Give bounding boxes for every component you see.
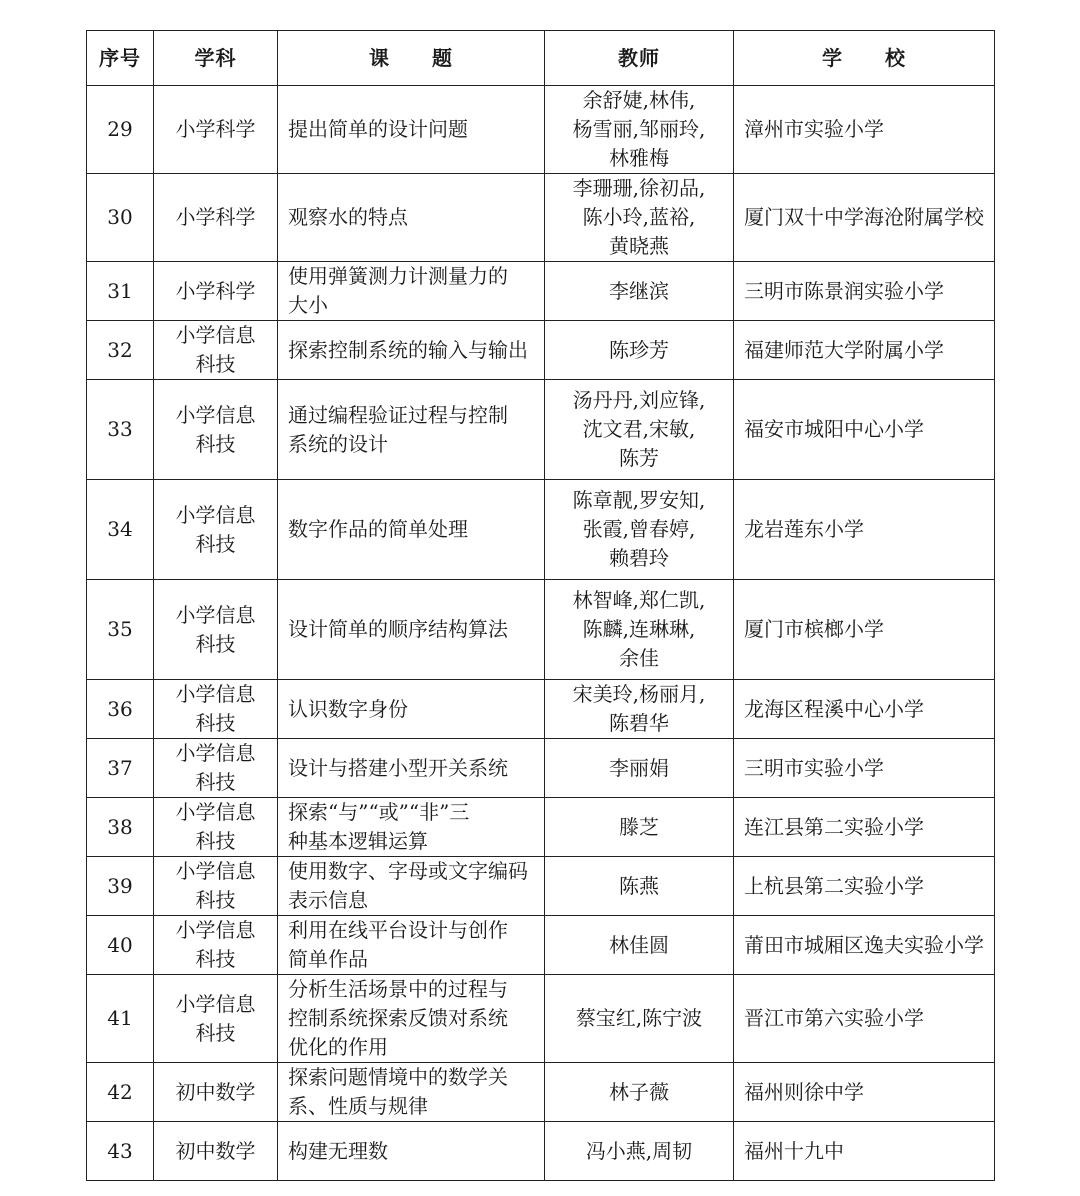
cell-topic	[278, 480, 545, 580]
cell-no: 41	[87, 975, 154, 1063]
cell-no: 30	[87, 174, 154, 262]
cell-teacher	[545, 174, 734, 262]
cell-teacher-line: 冯小燕,周韧	[585, 1138, 693, 1163]
cell-teacher-line: 陈小玲,蓝裕,	[582, 205, 696, 229]
cell-subject	[154, 321, 278, 380]
cell-topic	[278, 975, 545, 1063]
cell-subject-line: 科技	[195, 770, 236, 794]
cell-topic	[278, 174, 545, 262]
cell-subject	[154, 1122, 278, 1181]
cell-topic-line: 设计与搭建小型开关系统	[288, 755, 508, 780]
cell-subject	[154, 86, 278, 174]
cell-teacher-line: 余佳	[619, 646, 659, 670]
table-row	[87, 857, 995, 916]
cell-subject-line: 科技	[195, 531, 236, 556]
cell-topic-line: 系、性质与规律	[288, 1094, 428, 1118]
cell-teacher-line: 蔡宝红,陈宁波	[575, 1006, 703, 1030]
table-header-row	[87, 31, 995, 86]
table-row	[87, 380, 995, 480]
cell-subject	[154, 857, 278, 916]
cell-no: 29	[87, 86, 154, 174]
cell-teacher-line: 张霞,曾春婷,	[582, 517, 696, 541]
cell-topic	[278, 321, 545, 380]
cell-school: 连江县第二实验小学	[734, 798, 995, 857]
cell-school: 晋江市第六实验小学	[734, 975, 995, 1063]
cell-teacher	[545, 86, 734, 174]
cell-subject	[154, 1063, 278, 1122]
cell-subject-line: 初中数学	[175, 1079, 256, 1104]
cell-topic	[278, 798, 545, 857]
cell-teacher	[545, 975, 734, 1063]
cell-subject-line: 小学信息	[175, 502, 256, 527]
table-row	[87, 262, 995, 321]
cell-subject	[154, 680, 278, 739]
cell-topic	[278, 739, 545, 798]
cell-subject-line: 科技	[195, 947, 236, 971]
cell-subject	[154, 739, 278, 798]
cell-subject	[154, 262, 278, 321]
cell-no: 42	[87, 1063, 154, 1122]
cell-teacher-line: 陈芳	[619, 446, 659, 470]
cell-teacher	[545, 1122, 734, 1181]
cell-school: 三明市实验小学	[734, 739, 995, 798]
cell-no: 33	[87, 380, 154, 480]
cell-subject-line: 科技	[195, 888, 236, 912]
cell-subject-line: 科技	[195, 352, 236, 376]
cell-subject-line: 小学科学	[175, 278, 256, 303]
cell-subject	[154, 174, 278, 262]
cell-teacher	[545, 857, 734, 916]
cell-teacher	[545, 380, 734, 480]
cell-topic	[278, 262, 545, 321]
table-row	[87, 739, 995, 798]
cell-teacher	[545, 580, 734, 680]
table-row	[87, 321, 995, 380]
cell-teacher-line: 陈燕	[619, 873, 659, 898]
cell-topic-line: 利用在线平台设计与创作	[288, 918, 508, 942]
cell-no: 43	[87, 1122, 154, 1181]
cell-teacher-line: 黄晓燕	[609, 234, 669, 258]
cell-topic-line: 认识数字身份	[288, 696, 408, 721]
table-row	[87, 580, 995, 680]
cell-topic-line: 分析生活场景中的过程与	[288, 977, 508, 1001]
header-subject: 学科	[154, 31, 278, 86]
cell-subject-line: 科技	[195, 631, 236, 656]
cell-subject-line: 小学信息	[175, 800, 256, 824]
cell-topic-line: 提出简单的设计问题	[288, 117, 468, 141]
cell-subject-line: 小学科学	[175, 117, 256, 141]
cell-school: 福安市城阳中心小学	[734, 380, 995, 480]
cell-topic-line: 大小	[288, 293, 328, 317]
header-no: 序号	[87, 31, 154, 86]
cell-topic-line: 使用数字、字母或文字编码	[288, 859, 528, 883]
cell-school: 莆田市城厢区逸夫实验小学	[734, 916, 995, 975]
cell-teacher-line: 李丽娟	[609, 755, 669, 780]
cell-subject	[154, 480, 278, 580]
cell-teacher-line: 杨雪丽,邹丽玲,	[572, 117, 706, 141]
cell-topic-line: 使用弹簧测力计测量力的	[288, 264, 508, 288]
cell-teacher-line: 陈珍芳	[609, 337, 669, 362]
cell-subject-line: 科技	[195, 1020, 236, 1045]
cell-subject	[154, 916, 278, 975]
cell-topic-line: 构建无理数	[288, 1138, 388, 1163]
cell-topic-line: 通过编程验证过程与控制	[288, 402, 508, 427]
cell-teacher-line: 沈文君,宋敏,	[582, 417, 696, 441]
cell-teacher	[545, 321, 734, 380]
cell-subject	[154, 798, 278, 857]
cell-no: 31	[87, 262, 154, 321]
table-row	[87, 86, 995, 174]
cell-topic-line: 观察水的特点	[288, 205, 408, 229]
cell-teacher-line: 陈碧华	[609, 711, 669, 735]
cell-school: 龙岩莲东小学	[734, 480, 995, 580]
cell-no: 38	[87, 798, 154, 857]
cell-topic-line: 种基本逻辑运算	[288, 829, 428, 853]
cell-subject-line: 小学信息	[175, 682, 256, 706]
cell-topic	[278, 580, 545, 680]
cell-subject-line: 科技	[195, 711, 236, 735]
cell-school: 三明市陈景润实验小学	[734, 262, 995, 321]
cell-subject-line: 初中数学	[175, 1138, 256, 1163]
cell-no: 34	[87, 480, 154, 580]
cell-teacher-line: 李珊珊,徐初品,	[572, 176, 706, 200]
cell-subject	[154, 580, 278, 680]
cell-teacher-line: 林智峰,郑仁凯,	[572, 588, 706, 612]
award-list-table	[86, 30, 995, 1181]
cell-school: 福州十九中	[734, 1122, 995, 1181]
cell-topic	[278, 1122, 545, 1181]
cell-subject-line: 小学信息	[175, 323, 256, 347]
cell-topic-line: 探索“与”“或”“非”三	[288, 800, 470, 824]
cell-teacher	[545, 262, 734, 321]
cell-teacher-line: 林子薇	[609, 1079, 669, 1104]
cell-teacher-line: 陈麟,连琳琳,	[582, 617, 696, 641]
table-row	[87, 798, 995, 857]
cell-topic-line: 探索问题情境中的数学关	[288, 1065, 508, 1089]
cell-subject	[154, 380, 278, 480]
cell-teacher	[545, 916, 734, 975]
table-body	[87, 86, 995, 1181]
cell-topic-line: 探索控制系统的输入与输出	[288, 337, 528, 362]
cell-subject-line: 小学信息	[175, 918, 256, 942]
cell-topic	[278, 380, 545, 480]
cell-teacher-line: 林雅梅	[609, 146, 669, 170]
cell-teacher-line: 滕芝	[619, 814, 659, 839]
cell-topic-line: 数字作品的简单处理	[288, 517, 468, 541]
cell-teacher-line: 宋美玲,杨丽月,	[572, 682, 706, 706]
cell-subject-line: 小学信息	[175, 741, 256, 765]
cell-topic-line: 设计简单的顺序结构算法	[288, 617, 508, 641]
cell-teacher	[545, 480, 734, 580]
cell-topic-line: 简单作品	[288, 947, 368, 971]
table-row	[87, 1122, 995, 1181]
cell-no: 40	[87, 916, 154, 975]
cell-teacher-line: 赖碧玲	[609, 546, 669, 570]
cell-school: 漳州市实验小学	[734, 86, 995, 174]
cell-no: 35	[87, 580, 154, 680]
cell-school: 龙海区程溪中心小学	[734, 680, 995, 739]
cell-topic-line: 表示信息	[288, 888, 368, 912]
table-row	[87, 975, 995, 1063]
table-row	[87, 680, 995, 739]
cell-topic	[278, 1063, 545, 1122]
cell-school: 厦门市槟榔小学	[734, 580, 995, 680]
cell-school: 上杭县第二实验小学	[734, 857, 995, 916]
cell-topic-line: 系统的设计	[288, 431, 388, 456]
cell-no: 39	[87, 857, 154, 916]
table-row	[87, 1063, 995, 1122]
cell-teacher-line: 汤丹丹,刘应锋,	[572, 388, 706, 412]
table-row	[87, 916, 995, 975]
cell-subject	[154, 975, 278, 1063]
cell-topic	[278, 916, 545, 975]
cell-teacher-line: 余舒婕,林伟,	[582, 88, 696, 112]
cell-topic-line: 优化的作用	[288, 1035, 388, 1059]
cell-no: 37	[87, 739, 154, 798]
cell-topic	[278, 857, 545, 916]
cell-subject-line: 小学信息	[175, 402, 256, 427]
cell-topic	[278, 86, 545, 174]
cell-topic-line: 控制系统探索反馈对系统	[288, 1006, 508, 1030]
cell-subject-line: 小学信息	[175, 859, 256, 883]
cell-school: 厦门双十中学海沧附属学校	[734, 174, 995, 262]
cell-topic	[278, 680, 545, 739]
cell-teacher	[545, 798, 734, 857]
cell-subject-line: 科技	[195, 431, 236, 456]
table-row	[87, 174, 995, 262]
header-topic: 课 题	[278, 31, 545, 86]
cell-subject-line: 小学信息	[175, 991, 256, 1016]
cell-subject-line: 小学信息	[175, 602, 256, 627]
cell-teacher	[545, 680, 734, 739]
cell-teacher	[545, 739, 734, 798]
cell-school: 福州则徐中学	[734, 1063, 995, 1122]
cell-subject-line: 小学科学	[175, 205, 256, 229]
cell-teacher	[545, 1063, 734, 1122]
table-row	[87, 480, 995, 580]
cell-school: 福建师范大学附属小学	[734, 321, 995, 380]
cell-subject-line: 科技	[195, 829, 236, 853]
cell-teacher-line: 李继滨	[609, 278, 669, 303]
cell-teacher-line: 林佳圆	[609, 932, 669, 957]
cell-no: 36	[87, 680, 154, 739]
header-school: 学 校	[734, 31, 995, 86]
header-teacher: 教师	[545, 31, 734, 86]
cell-no: 32	[87, 321, 154, 380]
cell-teacher-line: 陈章靓,罗安知,	[572, 488, 706, 512]
